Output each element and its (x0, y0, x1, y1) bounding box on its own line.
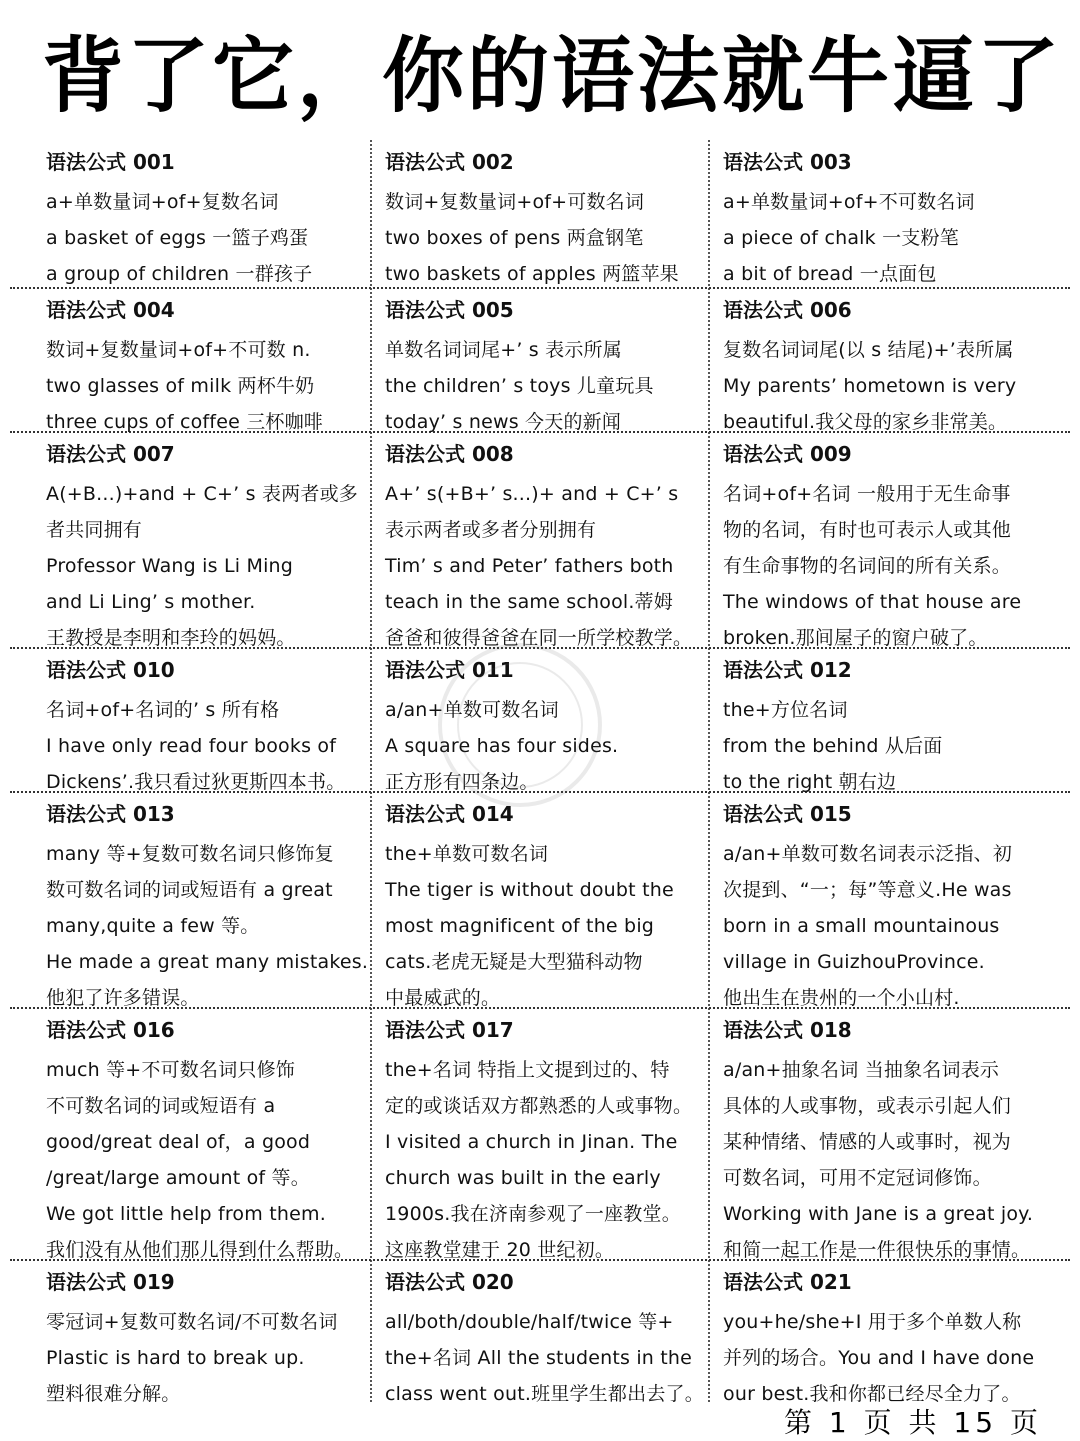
formula-line: Dickens’.我只看过狄更斯四本书。 (46, 771, 346, 792)
formula-line: today’ s news 今天的新闻 (385, 411, 622, 432)
formula-heading: 语法公式 015 (723, 802, 852, 826)
formula-heading: 语法公式 014 (385, 802, 514, 826)
formula-heading: 语法公式 020 (385, 1270, 514, 1294)
formula-line: 和简一起工作是一件很快乐的事情。 (723, 1239, 1031, 1260)
formula-line: 塑料很难分解。 (46, 1383, 181, 1402)
formula-line: 定的或谈话双方都熟悉的人或事物。 (385, 1095, 693, 1117)
formula-line: 名词+of+名词的’ s 所有格 (46, 699, 280, 721)
formula-heading: 语法公式 008 (385, 442, 514, 466)
formula-line: 数词+复数量词+of+可数名词 (385, 191, 645, 213)
formula-heading: 语法公式 003 (723, 150, 852, 174)
formula-line: 单数名词词尾+’ s 表示所属 (385, 339, 622, 361)
formula-line: born in a small mountainous (723, 915, 1000, 937)
formula-line: a/an+单数可数名词 (385, 699, 559, 721)
formula-cell (372, 1008, 708, 1260)
formula-cell (710, 648, 1070, 792)
formula-heading: 语法公式 009 (723, 442, 852, 466)
formula-line: We got little help from them. (46, 1203, 326, 1225)
formula-line: 有生命事物的名词间的所有关系。 (723, 555, 1012, 577)
formula-heading: 语法公式 017 (385, 1018, 514, 1042)
formula-heading: 语法公式 012 (723, 658, 852, 682)
formula-line: a+单数量词+of+不可数名词 (723, 191, 975, 213)
formula-line: our best.我和你都已经尽全力了。 (723, 1383, 1021, 1402)
formula-line: cats.老虎无疑是大型猫科动物 (385, 951, 643, 973)
formula-line: 表示两者或多者分别拥有 (385, 519, 597, 541)
formula-line: 可数名词，可用不定冠词修饰。 (723, 1167, 992, 1189)
formula-line: The tiger is without doubt the (385, 879, 674, 901)
formula-line: 名词+of+名词 一般用于无生命事 (723, 483, 1011, 505)
formula-line: 他犯了许多错误。 (46, 987, 200, 1008)
formula-heading: 语法公式 001 (46, 150, 175, 174)
formula-line: the+方位名词 (723, 699, 848, 721)
formula-line: from the behind 从后面 (723, 735, 943, 757)
formula-line: two baskets of apples 两篮苹果 (385, 263, 679, 285)
formula-heading: 语法公式 019 (46, 1270, 175, 1294)
formula-heading: 语法公式 013 (46, 802, 175, 826)
formula-cell (10, 792, 370, 1008)
formula-line: 爸爸和彼得爸爸在同一所学校教学。 (385, 627, 693, 648)
formula-cell (710, 140, 1070, 288)
formula-line: Tim’ s and Peter’ fathers both (385, 555, 674, 577)
formula-line: 并列的场合。You and I have done (723, 1347, 1035, 1369)
formula-line: 他出生在贵州的一个小山村. (723, 987, 960, 1008)
formula-line: Working with Jane is a great joy. (723, 1203, 1034, 1225)
formula-heading: 语法公式 018 (723, 1018, 852, 1042)
formula-line: teach in the same school.蒂姆 (385, 591, 674, 613)
formula-line: /great/large amount of 等。 (46, 1167, 310, 1189)
formula-line: the+名词 特指上文提到过的、特 (385, 1059, 670, 1081)
formula-grid (10, 140, 1070, 1402)
formula-cell (10, 140, 370, 288)
formula-line: My parents’ hometown is very (723, 375, 1017, 397)
formula-line: the+单数可数名词 (385, 843, 549, 865)
formula-line: a/an+抽象名词 当抽象名词表示 (723, 1059, 1000, 1081)
formula-line: church was built in the early (385, 1167, 661, 1189)
formula-line: 数词+复数量词+of+不可数 n. (46, 339, 311, 361)
formula-line: and Li Ling’ s mother. (46, 591, 256, 613)
formula-cell (710, 1008, 1070, 1260)
formula-line: 这座教堂建于 20 世纪初。 (385, 1239, 615, 1260)
formula-line: 次提到、“一；每”等意义.He was (723, 879, 1012, 901)
formula-line: 者共同拥有 (46, 519, 143, 541)
formula-cell (10, 1008, 370, 1260)
formula-heading: 语法公式 007 (46, 442, 175, 466)
formula-cell (710, 432, 1070, 648)
formula-line: to the right 朝右边 (723, 771, 897, 792)
formula-heading: 语法公式 021 (723, 1270, 852, 1294)
formula-line: village in GuizhouProvince. (723, 951, 985, 973)
formula-line: 不可数名词的词或短语有 a (46, 1095, 276, 1117)
formula-heading: 语法公式 002 (385, 150, 514, 174)
formula-line: the+名词 All the students in the (385, 1347, 693, 1369)
formula-line: A square has four sides. (385, 735, 619, 757)
formula-line: many,quite a few 等。 (46, 915, 260, 937)
formula-line: three cups of coffee 三杯咖啡 (46, 411, 324, 432)
formula-cell (710, 792, 1070, 1008)
formula-heading: 语法公式 004 (46, 298, 175, 322)
page-title: 背了它，你的语法就牛逼了 (42, 29, 1063, 124)
formula-line: a group of children 一群孩子 (46, 263, 313, 285)
formula-line: I visited a church in Jinan. The (385, 1131, 678, 1153)
formula-line: Professor Wang is Li Ming (46, 555, 294, 577)
formula-line: 王教授是李明和李玲的妈妈。 (46, 627, 296, 648)
formula-line: beautiful.我父母的家乡非常美。 (723, 411, 1008, 432)
formula-line: most magnificent of the big (385, 915, 655, 937)
formula-line: a/an+单数可数名词表示泛指、初 (723, 843, 1013, 865)
formula-cell (10, 648, 370, 792)
formula-line: broken.那间屋子的窗户破了。 (723, 627, 988, 648)
formula-cell (10, 1260, 370, 1402)
formula-heading: 语法公式 006 (723, 298, 852, 322)
formula-cell (372, 648, 708, 792)
formula-heading: 语法公式 016 (46, 1018, 175, 1042)
formula-line: you+he/she+I 用于多个单数人称 (723, 1311, 1022, 1333)
formula-line: a piece of chalk 一支粉笔 (723, 227, 959, 249)
formula-heading: 语法公式 010 (46, 658, 175, 682)
formula-cell (10, 288, 370, 432)
formula-line: 复数名词词尾(以 s 结尾)+’表所属 (723, 339, 1014, 361)
formula-line: two boxes of pens 两盒钢笔 (385, 227, 644, 249)
formula-line: The windows of that house are (723, 591, 1022, 613)
formula-line: a bit of bread 一点面包 (723, 263, 937, 285)
formula-line: A(+B...)+and + C+’ s 表两者或多 (46, 483, 358, 505)
formula-line: all/both/double/half/twice 等+ (385, 1311, 674, 1333)
formula-cell (10, 432, 370, 648)
formula-line: He made a great many mistakes. (46, 951, 369, 973)
formula-line: A+’ s(+B+’ s...)+ and + C+’ s (385, 483, 679, 505)
formula-cell (372, 1260, 708, 1402)
formula-line: 中最威武的。 (385, 987, 501, 1008)
formula-line: good/great deal of，a good (46, 1131, 311, 1153)
formula-line: 数可数名词的词或短语有 a great (46, 879, 333, 901)
formula-line: the children’ s toys 儿童玩具 (385, 375, 654, 397)
formula-line: I have only read four books of (46, 735, 337, 757)
formula-line: 零冠词+复数可数名词/不可数名词 (46, 1311, 338, 1333)
formula-line: 物的名词，有时也可表示人或其他 (723, 519, 1012, 541)
formula-line: many 等+复数可数名词只修饰复 (46, 843, 334, 865)
formula-cell (372, 140, 708, 288)
formula-line: a+单数量词+of+复数名词 (46, 191, 279, 213)
formula-line: 我们没有从他们那儿得到什么帮助。 (46, 1239, 354, 1260)
formula-line: much 等+不可数名词只修饰 (46, 1059, 295, 1081)
formula-line: Plastic is hard to break up. (46, 1347, 305, 1369)
formula-line: 1900s.我在济南参观了一座教堂。 (385, 1203, 681, 1225)
formula-heading: 语法公式 005 (385, 298, 514, 322)
formula-line: 具体的人或事物，或表示引起人们 (723, 1095, 1012, 1117)
formula-cell (372, 288, 708, 432)
formula-heading: 语法公式 011 (385, 658, 514, 682)
formula-cell (372, 792, 708, 1008)
page-number: 第 1 页 共 15 页 (784, 1406, 1042, 1439)
formula-line: 正方形有四条边。 (385, 771, 539, 792)
formula-line: class went out.班里学生都出去了。 (385, 1383, 704, 1402)
formula-line: 某种情绪、情感的人或事时，视为 (723, 1131, 1012, 1153)
formula-cell (710, 1260, 1070, 1402)
formula-line: two glasses of milk 两杯牛奶 (46, 375, 315, 397)
formula-cell (710, 288, 1070, 432)
formula-line: a basket of eggs 一篮子鸡蛋 (46, 227, 309, 249)
formula-cell (372, 432, 708, 648)
